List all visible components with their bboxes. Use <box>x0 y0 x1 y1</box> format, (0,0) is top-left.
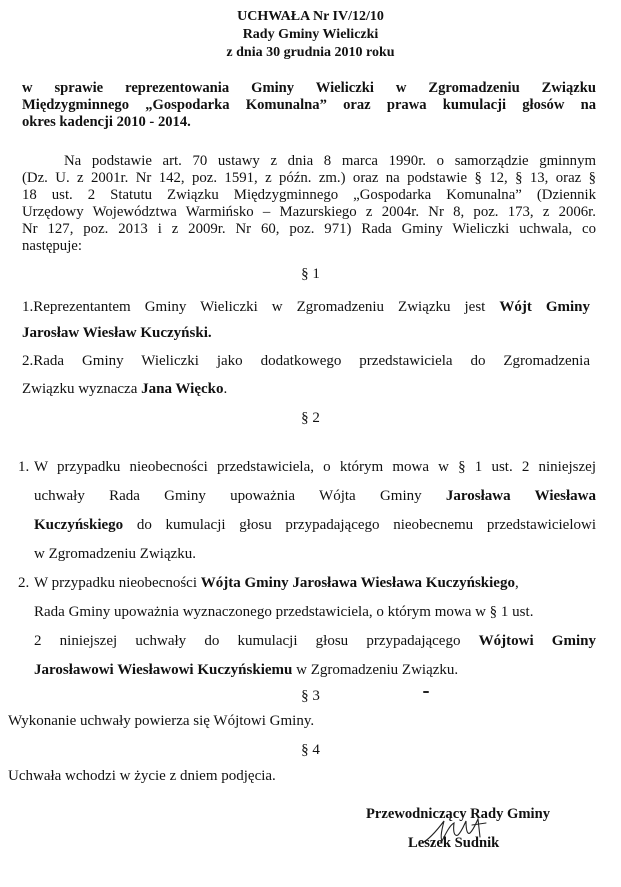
section-2-item-2-bold-3: Wójtowi Gminy <box>478 633 596 649</box>
section-2-item-1-number: 1. <box>18 459 30 475</box>
section-1-paragraph-2-line-1: 2.Rada Gminy Wieliczki jako dodatkowego przedstawiciela do Zgromadzenia <box>22 353 590 369</box>
section-2-item-2-line-1 <box>34 574 519 592</box>
section-2-item-2-bold: Wójta Gminy Jarosława Wiesława Kuczyńskiego <box>200 575 515 591</box>
section-4-text: Uchwała wchodzi w życie z dniem podjęcia. <box>8 768 276 784</box>
preamble-line-5: Nr 127, poz. 2013 i z 2009r. Nr 60, poz. 971) Rada Gminy Wieliczki uchwala, co <box>22 221 596 237</box>
section-4-heading: § 4 <box>301 742 320 758</box>
section-2-item-1-line-2 <box>34 487 596 505</box>
section-2-item-1-bold: Jarosława Wiesława <box>445 488 596 504</box>
section-1-heading: § 1 <box>301 266 320 282</box>
section-2-item-2-line-2: Rada Gminy upoważnia wyznaczonego przedstawiciela, o którym mowa w § 1 ust. <box>34 604 534 620</box>
document-date: z dnia 30 grudnia 2010 roku <box>226 45 395 60</box>
section-2-item-2-line-3 <box>34 632 596 650</box>
section-2-item-1-line-3 <box>34 516 596 534</box>
section-2-item-2-text-3: 2 niniejszej uchwały do kumulacji głosu przypadającego <box>34 633 479 649</box>
preamble-line-3: 18 ust. 2 Statutu Związku Międzygminnego „Gospodarka Komunalna” (Dziennik <box>22 187 596 203</box>
preamble-line-2: (Dz. U. z 2001r. Nr 142, poz. 1591, z późn. zm.) oraz na podstawie § 12, § 13, oraz § <box>22 170 596 186</box>
subject-line-2: Międzygminnego „Gospodarka Komunalna” oraz prawa kumulacji głosów na <box>22 97 596 113</box>
subject-line-3: okres kadencji 2010 - 2014. <box>22 114 191 130</box>
signature-role: Przewodniczący Rady Gminy <box>366 806 551 822</box>
section-1-paragraph-1-line-2 <box>22 324 212 342</box>
section-1-p1-bold: Wójt Gminy <box>499 299 590 315</box>
section-1-p1-name: Jarosław Wiesław Kuczyński. <box>22 325 212 341</box>
section-2-item-2-text: W przypadku nieobecności <box>34 575 201 591</box>
section-1-paragraph-2-line-2 <box>22 380 227 398</box>
section-3-text: Wykonanie uchwały powierza się Wójtowi Gminy. <box>8 713 315 729</box>
section-2-item-2-number: 2. <box>18 575 30 591</box>
preamble-line-4: Urzędowy Województwa Warmińsko – Mazurskiego z 2004r. Nr 8, poz. 173, z 2006r. <box>22 204 596 220</box>
document-title: UCHWAŁA Nr IV/12/10 <box>237 9 384 24</box>
section-1-p1-text: 1.Reprezentantem Gminy Wieliczki w Zgromadzeniu Związku jest <box>22 299 500 315</box>
subject-line-1: w sprawie reprezentowania Gminy Wieliczki w Zgromadzeniu Związku <box>22 80 596 96</box>
section-2-item-2-rest: w Zgromadzeniu Związku. <box>292 662 459 678</box>
section-2-heading: § 2 <box>301 410 320 426</box>
section-1-p2-name: Jana Więcko <box>141 381 224 397</box>
section-2-item-1-rest: do kumulacji głosu przypadającego nieobecnemu przedstawicielowi <box>123 517 596 533</box>
section-1-p2-end: . <box>223 381 228 397</box>
section-2-item-1-name: Kuczyńskiego <box>34 517 124 533</box>
section-2-item-2-comma: , <box>514 575 519 591</box>
preamble-line-1: Na podstawie art. 70 ustawy z dnia 8 marca 1990r. o samorządzie gminnym <box>64 153 596 169</box>
section-2-item-1-line-4: w Zgromadzeniu Związku. <box>34 546 197 562</box>
section-2-item-2-line-4 <box>34 661 458 679</box>
issuing-body: Rady Gminy Wieliczki <box>242 27 379 42</box>
section-2-item-1-text: uchwały Rada Gminy upoważnia Wójta Gminy <box>34 488 446 504</box>
section-2-item-2-name: Jarosławowi Wiesławowi Kuczyńskiemu <box>34 662 293 678</box>
section-3-heading: § 3 <box>301 688 320 704</box>
signatory-name: Leszek Sudnik <box>408 835 500 851</box>
section-1-p2-text: Związku wyznacza <box>22 381 142 397</box>
section-1-paragraph-1-line-1 <box>22 298 590 316</box>
section-2-item-1-line-1: W przypadku nieobecności przedstawiciela, o którym mowa w § 1 ust. 2 niniejszej <box>34 459 596 475</box>
preamble-line-6: następuje: <box>22 238 82 254</box>
